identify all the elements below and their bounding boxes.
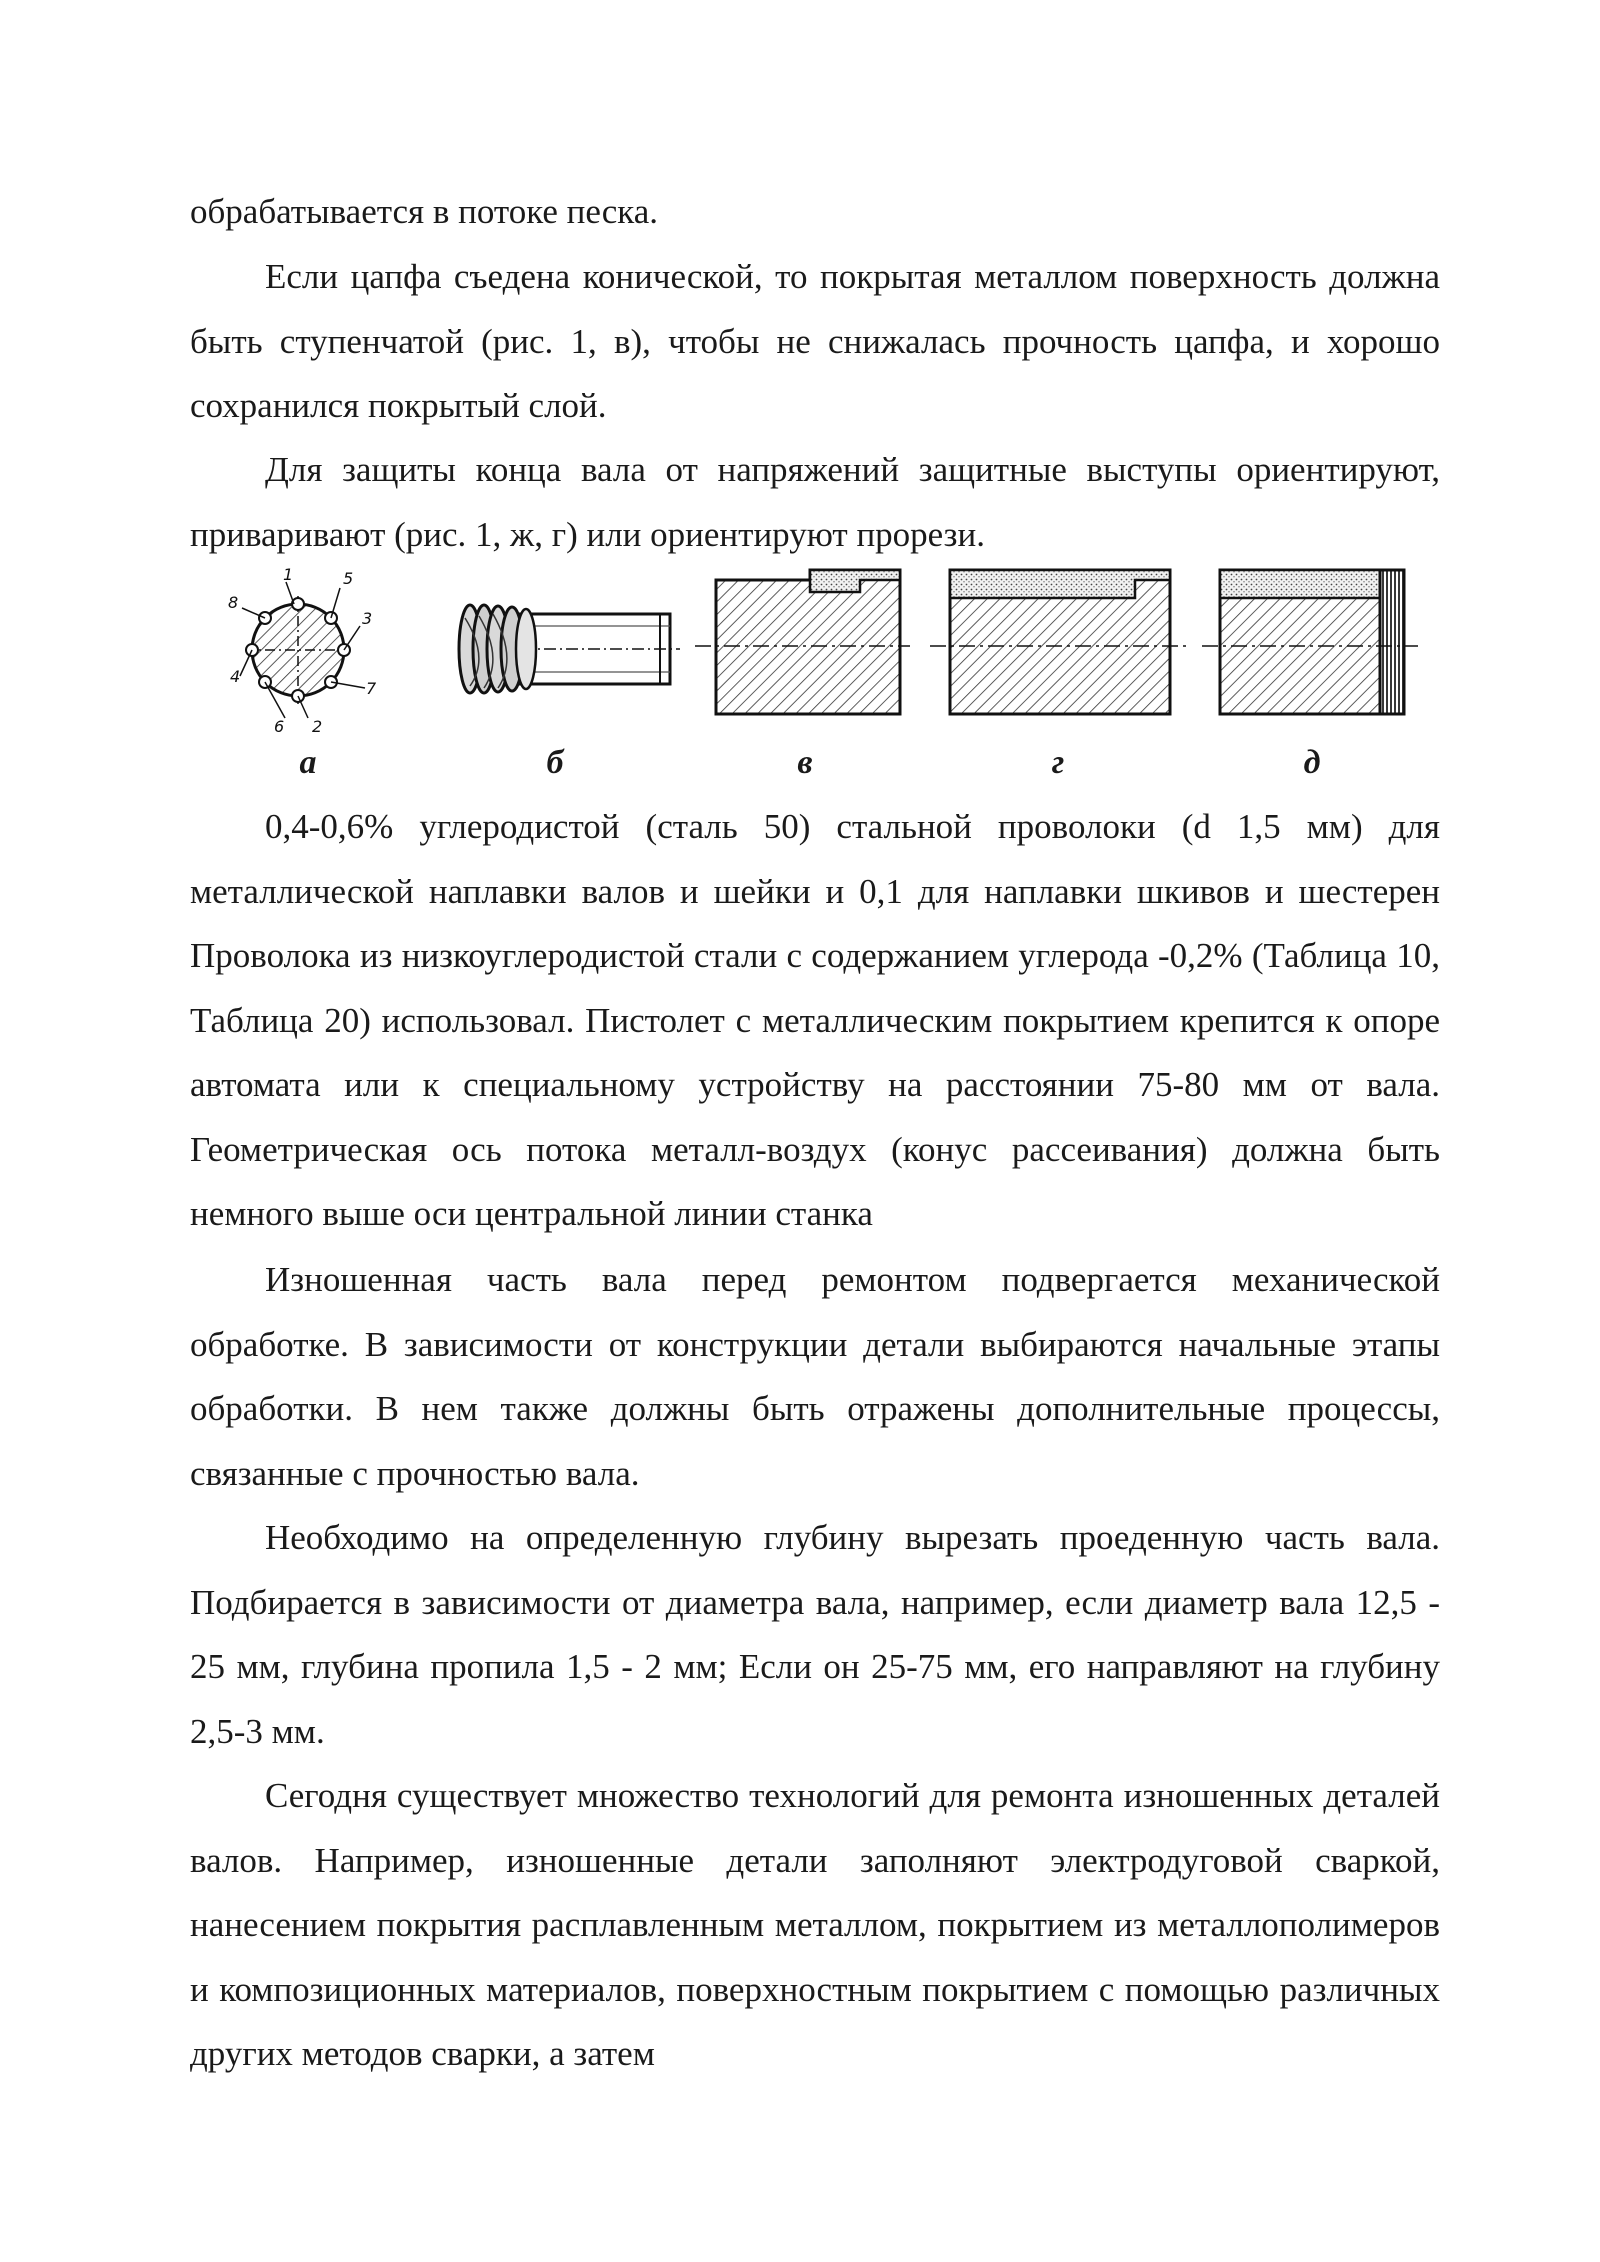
weld-number-8: 8 — [228, 593, 239, 612]
figure-d-end-ring — [1202, 570, 1418, 714]
weld-number-6: 6 — [274, 717, 285, 736]
figure-label-a: а — [299, 744, 317, 781]
figure-1 — [190, 568, 1440, 793]
figure-label-d: д — [1303, 744, 1321, 781]
weld-number-2: 2 — [312, 717, 323, 736]
paragraph-7: Сегодня существует множество технологий для ремонта изношенных деталей валов. Например, изношенные детали заполняют электродуговой сваркой, нанесением покрытия расплавленным металлом, покрытием из металлополимеров и композиционных материалов, поверхностным покрытием с помощью различных других методов сварки, а затем — [190, 1776, 1440, 2073]
weld-number-5: 5 — [343, 569, 354, 588]
weld-number-7: 7 — [366, 679, 377, 698]
figure-label-b: б — [546, 744, 564, 781]
weld-number-4: 4 — [230, 667, 241, 686]
weld-number-3: 3 — [362, 609, 373, 628]
paragraph-4: 0,4-0,6% углеродистой (сталь 50) стальной проволоки (d 1,5 мм) для металлической наплавки валов и шейки и 0,1 для наплавки шкивов и шестерен Проволока из низкоуглеродистой стали с содержанием углерода -0,2% (Таблица 10, Таблица 20) использовал. Пистолет с металлическим покрытием крепится к опоре автомата или к специальному устройству на расстоянии 75-80 мм от вала. Геометрическая ось потока металл-воздух (конус рассеивания) должна быть немного выше оси центральной линии станка — [190, 807, 1440, 1233]
figure-v-stepped-surface — [695, 570, 910, 714]
figure-b-spiral-weld — [459, 605, 680, 693]
paragraph-2: Если цапфа съедена конической, то покрытая металлом поверхность должна быть ступенчатой (рис. 1, в), чтобы не снижалась прочность цапфа, и хорошо сохранился покрытый слой. — [190, 257, 1440, 425]
paragraph-3: Для защиты конца вала от напряжений защитные выступы ориентируют, приваривают (рис. 1, ж, г) или ориентируют прорези. — [190, 450, 1440, 554]
figure-label-v: в — [797, 744, 813, 781]
paragraph-6: Необходимо на определенную глубину вырезать проеденную часть вала. Подбирается в зависимости от диаметра вала, например, если диаметр вала 12,5 - 25 мм, глубина пропила 1,5 - 2 мм; Если он 25-75 мм, его направляют на глубину 2,5-3 мм. — [190, 1518, 1440, 1751]
paragraph-1: обрабатывается в потоке песка. — [190, 192, 659, 231]
figure-label-g: г — [1051, 744, 1065, 781]
weld-number-1: 1 — [283, 568, 294, 584]
figure-drawings — [190, 568, 1440, 748]
figure-g-coated-layer — [930, 570, 1190, 714]
paragraph-5: Изношенная часть вала перед ремонтом подвергается механической обработке. В зависимости от конструкции детали выбираются начальные этапы обработки. В нем также должны быть отражены дополнительные процессы, связанные с прочностью вала. — [190, 1260, 1440, 1493]
figure-a-cross-section — [228, 568, 377, 736]
